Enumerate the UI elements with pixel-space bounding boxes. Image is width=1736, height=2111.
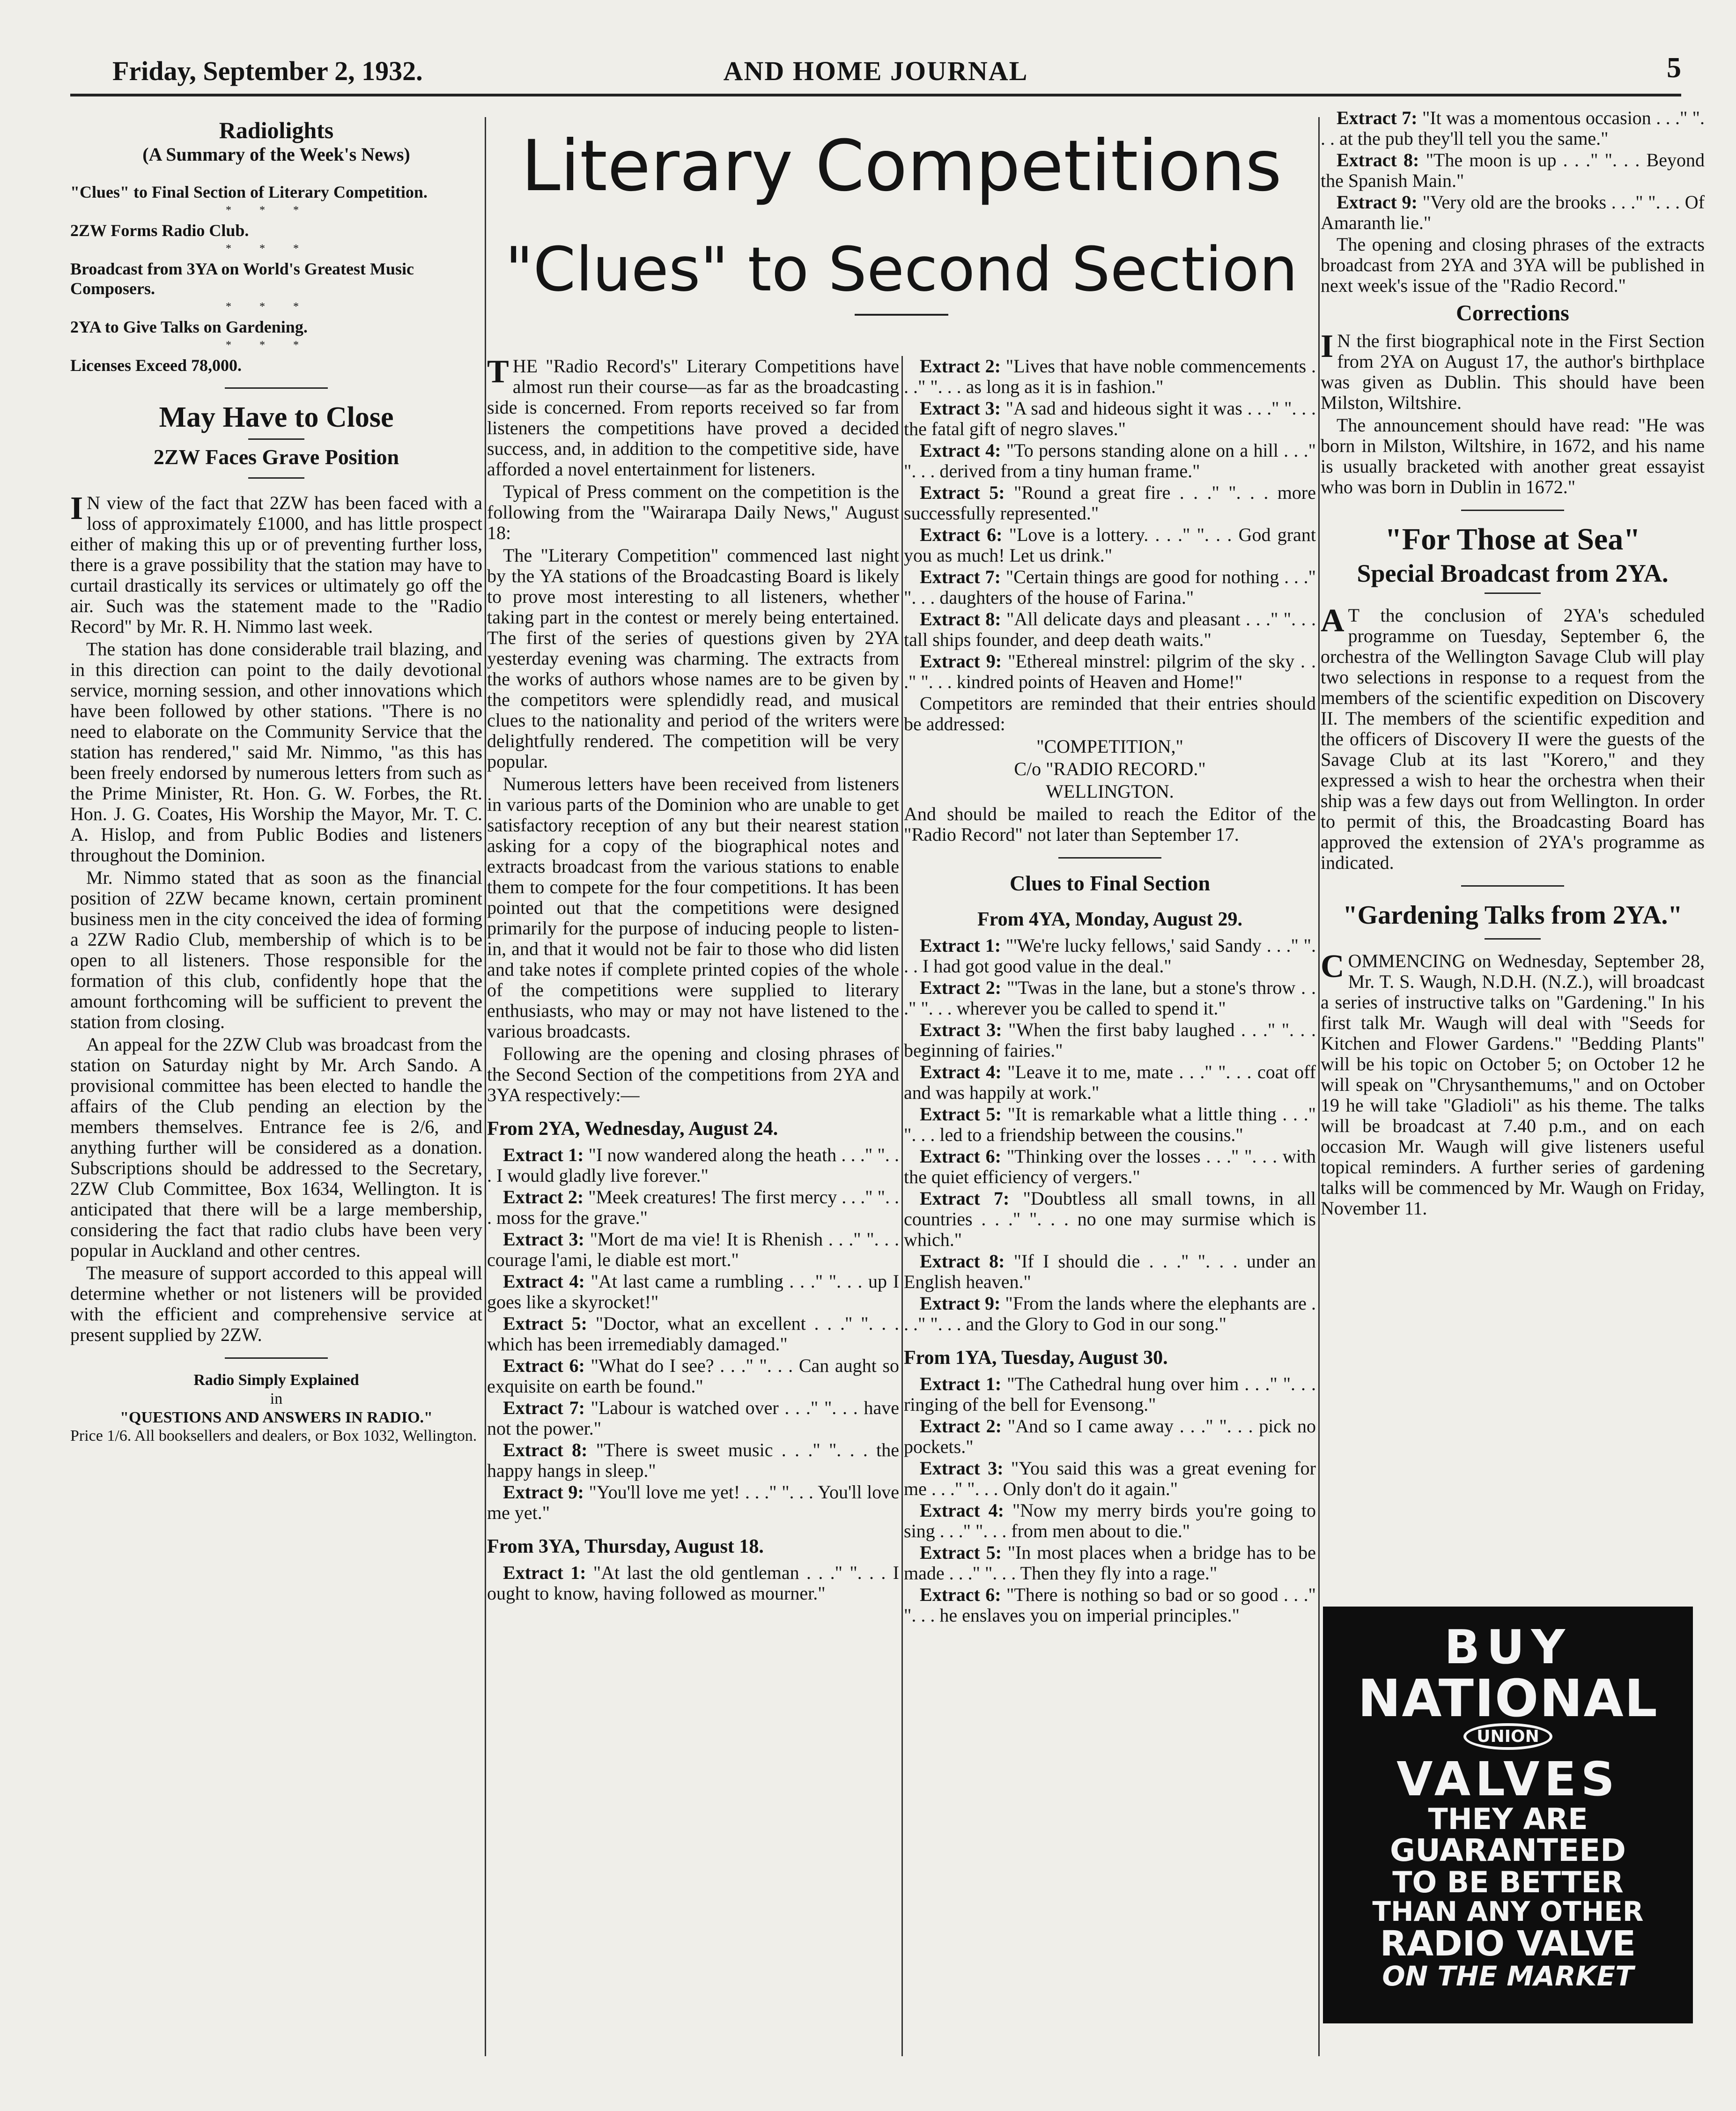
ad-brand: NATIONAL bbox=[1358, 1668, 1658, 1728]
extract-item: Extract 2: "And so I came away . . ." ". . . pick no pockets." bbox=[904, 1415, 1316, 1457]
extract-list bbox=[904, 1374, 1316, 1626]
ad-line: GUARANTEED bbox=[1390, 1832, 1626, 1869]
ad-line: THEY ARE bbox=[1428, 1802, 1588, 1837]
article-paragraph: N the first biographical note in the First Section from 2YA on August 17, the author's birthplace was given as Dublin. This should have been Milston, Wiltshire. bbox=[1321, 330, 1705, 413]
column-1 bbox=[70, 117, 482, 1445]
article-paragraph: And should be mailed to reach the Editor of the "Radio Record" not later than September 17. bbox=[904, 803, 1316, 845]
literary-title: Literary Competitions bbox=[521, 126, 1282, 207]
national-union-advertisement bbox=[1323, 1607, 1693, 2023]
extract-item: Extract 5: "In most places when a bridge has to be made . . ." ". . . Then they fly into a rage." bbox=[904, 1542, 1316, 1584]
radiolights-item: "Clues" to Final Section of Literary Competition. bbox=[70, 183, 428, 201]
divider bbox=[225, 387, 328, 389]
extract-item: Extract 5: "Round a great fire . . ." ". . . more successfully represented." bbox=[904, 482, 1316, 524]
article-paragraph: Typical of Press comment on the competition is the following from the "Wairarapa Daily News," August 18: bbox=[487, 481, 899, 543]
article-headline: "For Those at Sea" bbox=[1385, 522, 1640, 556]
paper-title: AND HOME JOURNAL bbox=[723, 56, 1028, 86]
article-paragraph: Competitors are reminded that their entries should be addressed: bbox=[904, 693, 1316, 734]
article-paragraph: The announcement should have read: "He was born in Milston, Wiltshire, in 1672, and his name is usually bracketed with another great essayist who was born in Dublin in 1672." bbox=[1321, 415, 1705, 497]
issue-date: Friday, September 2, 1932. bbox=[112, 56, 423, 86]
ad-line: ON THE MARKET bbox=[1382, 1960, 1634, 1992]
extract-item: Extract 9: "Ethereal minstrel: pilgrim of the sky . . ." ". . . kindred points of Heaven and Home!" bbox=[904, 651, 1316, 692]
extract-list bbox=[904, 356, 1316, 692]
article-paragraph: Following are the opening and closing phrases of the Second Section of the competitions from 2YA and 3YA respectively:— bbox=[487, 1043, 899, 1105]
divider bbox=[248, 477, 304, 479]
extract-item: Extract 5: "Doctor, what an excellent . . ." ". . . which has been irremediably damaged." bbox=[487, 1313, 900, 1355]
article-subheadline: 2ZW Faces Grave Position bbox=[153, 445, 399, 469]
extract-item: Extract 6: "What do I see? . . ." ". . . Can aught so exquisite on earth be found." bbox=[487, 1355, 900, 1397]
ad-line: BUY bbox=[1444, 1620, 1572, 1674]
extract-list bbox=[487, 1145, 899, 1523]
drop-cap: I bbox=[1321, 328, 1334, 364]
ad-line: THAN ANY OTHER bbox=[1372, 1895, 1644, 1927]
section-heading: From 2YA, Wednesday, August 24. bbox=[487, 1118, 778, 1140]
book-notice bbox=[70, 1371, 482, 1445]
divider bbox=[225, 1357, 328, 1359]
book-line: in bbox=[270, 1390, 283, 1407]
extract-item: Extract 6: "Love is a lottery. . . ." ". . . God grant you as much! Let us drink." bbox=[904, 524, 1316, 566]
extract-item: Extract 4: "To persons standing alone on a hill . . ." ". . . derived from a tiny human frame." bbox=[904, 440, 1316, 481]
extract-item: Extract 1: "The Cathedral hung over him . . ." ". . . ringing of the bell for Evensong." bbox=[904, 1373, 1316, 1415]
extract-item: Extract 7: "Doubtless all small towns, in all countries . . ." ". . . no one may surmise which is which." bbox=[904, 1188, 1316, 1250]
radiolights-item: 2YA to Give Talks on Gardening. bbox=[70, 318, 308, 336]
radiolights-item: Broadcast from 3YA on World's Greatest Music Composers. bbox=[70, 259, 414, 298]
extract-item: Extract 9: "Very old are the brooks . . ." ". . . Of Amaranth lie." bbox=[1321, 192, 1705, 233]
extract-item: Extract 1: "I now wandered along the heath . . ." ". . . I would gladly live forever." bbox=[487, 1144, 900, 1186]
section-heading: From 1YA, Tuesday, August 30. bbox=[904, 1347, 1168, 1369]
article-paragraph: Numerous letters have been received from listeners in various parts of the Dominion who are unable to get satisfactory reception of any but their nearest station asking for a copy of the biographical notes and extracts broadcast from the various stations to enable them to compete for the four competitions. It has been pointed out that the competitions were designed primarily for the purpose of inducing people to listen-in, and that it would not be fair to those who did listen and take notes if complete printed copies of the whole of the competitions were supplied to literary enthusiasts, who may or may not have listened to the various broadcasts. bbox=[487, 773, 899, 1042]
divider bbox=[1058, 857, 1161, 859]
drop-cap: I bbox=[70, 490, 83, 526]
extract-item: Extract 5: "It is remarkable what a little thing . . ." ". . . led to a friendship between the cousins." bbox=[904, 1104, 1316, 1145]
radiolights-item: 2ZW Forms Radio Club. bbox=[70, 221, 249, 240]
article-headline: "Gardening Talks from 2YA." bbox=[1343, 901, 1683, 930]
extract-item: Extract 6: "Thinking over the losses . . ." ". . . with the quiet efficiency of vergers." bbox=[904, 1146, 1316, 1187]
page-header bbox=[70, 52, 1681, 96]
book-title: "QUESTIONS AND ANSWERS IN RADIO." bbox=[120, 1409, 433, 1426]
extract-item: Extract 8: "If I should die . . ." ". . . under an English heaven." bbox=[904, 1251, 1316, 1292]
divider bbox=[1461, 510, 1564, 511]
column-rule bbox=[485, 117, 486, 2056]
radiolights-box: Radiolights (A Summary of the Week's News) "Clues" to Final Section of Literary Competition. *** 2ZW Forms Radio Club. *** Broadcast from 3YA on World's Greatest Music Composers. *** 2YA to Give Talks on Gardening. *** Licenses Exceed 78,000. bbox=[70, 117, 482, 375]
divider bbox=[1485, 593, 1541, 594]
extract-item: Extract 2: "Lives that have noble commencements . . ." ". . . as long as it is in fashion." bbox=[904, 356, 1316, 397]
ad-line: TO BE BETTER bbox=[1392, 1865, 1624, 1899]
article-headline: May Have to Close bbox=[159, 401, 394, 433]
column-rule bbox=[1318, 117, 1320, 2056]
extract-item: Extract 6: "There is nothing so bad or so good . . ." ". . . he enslaves you on imperial principles." bbox=[904, 1584, 1316, 1626]
extract-item: Extract 4: "Now my merry birds you're going to sing . . ." ". . . from men about to die." bbox=[904, 1500, 1316, 1541]
literary-subtitle: "Clues" to Second Section bbox=[505, 234, 1298, 305]
article-paragraph: T the conclusion of 2YA's scheduled programme on Tuesday, September 6, the orchestra of the Wellington Savage Club will play two selections in response to a request from the members of the scientific expedition on Discovery II. The members of the scientific expedition and the officers of Discovery II were the guests of the Savage Club at its last "Korero," and they expressed a wish to hear the orchestra when their ship was a few days out from Wellington. In order to permit of this, the Broadcasting Board has approved the extension of 2YA's programme as indicated. bbox=[1321, 605, 1705, 873]
section-heading: From 4YA, Monday, August 29. bbox=[977, 909, 1242, 930]
section-heading: From 3YA, Thursday, August 18. bbox=[487, 1536, 764, 1557]
extract-item: Extract 1: "'We're lucky fellows,' said Sandy . . ." ". . . I had got good value in the deal." bbox=[904, 935, 1316, 977]
column-4 bbox=[1321, 108, 1705, 1221]
extract-item: Extract 7: "Certain things are good for nothing . . ." ". . . daughters of the house of Farina." bbox=[904, 566, 1316, 608]
extract-item: Extract 4: "At last came a rumbling . . ." ". . . up I goes like a skyrocket!" bbox=[487, 1271, 900, 1312]
article-paragraph: An appeal for the 2ZW Club was broadcast from the station on Saturday night by Mr. Arch Sando. A provisional committee has been elected to handle the affairs of the Club pending an election by the members themselves. Entrance fee is 2/6, and anything further will be considered as a donation. Subscriptions should be addressed to the Secretary, 2ZW Club Committee, Box 1634, Wellington. It is anticipated that there will be a large membership, considering the fact that radio clubs have been very popular in Auckland and other centres. bbox=[70, 1034, 482, 1261]
union-logo: UNION bbox=[1463, 1723, 1552, 1750]
extract-item: Extract 7: "Labour is watched over . . ." ". . . have not the power." bbox=[487, 1397, 900, 1439]
article-paragraph: The station has done considerable trail blazing, and in this direction can point to the daily devotional service, morning session, and other innovations which have been followed by other stations. "There is no need to elaborate on the Community Service that the station has rendered," said Mr. Nimmo, "as this has been freely endorsed by numerous letters from such as the Prime Minister, Rt. Hon. G. W. Forbes, the Rt. Hon. J. G. Coates, His Worship the Mayor, Mr. T. C. A. Hislop, and from Public Bodies and listeners throughout the Dominion. bbox=[70, 638, 482, 866]
literary-masthead bbox=[487, 117, 1316, 325]
extract-item: Extract 8: "The moon is up . . ." ". . . Beyond the Spanish Main." bbox=[1321, 149, 1705, 191]
radiolights-item: Licenses Exceed 78,000. bbox=[70, 356, 242, 375]
book-price: Price 1/6. All booksellers and dealers, or Box 1032, Wellington. bbox=[70, 1427, 477, 1444]
extract-list bbox=[1321, 108, 1705, 233]
extract-item: Extract 3: "When the first baby laughed . . ." ". . . beginning of fairies." bbox=[904, 1019, 1316, 1061]
drop-cap: C bbox=[1321, 948, 1344, 985]
extract-item: Extract 8: "There is sweet music . . ." ". . . the happy hangs in sleep." bbox=[487, 1439, 899, 1481]
column-2 bbox=[487, 356, 899, 1605]
extract-item: Extract 4: "Leave it to me, mate . . ." ". . . coat off and was happily at work." bbox=[904, 1061, 1316, 1103]
extract-item: Extract 2: "'Twas in the lane, but a stone's throw . . ." ". . . wherever you be called to spend it." bbox=[904, 977, 1316, 1019]
extract-item: Extract 2: "Meek creatures! The first mercy . . ." ". . . moss for the grave." bbox=[487, 1186, 900, 1228]
address-line: WELLINGTON. bbox=[1046, 781, 1174, 802]
radiolights-subtitle: (A Summary of the Week's News) bbox=[142, 144, 410, 165]
article-paragraph: OMMENCING on Wednesday, September 28, Mr. T. S. Waugh, N.D.H. (N.Z.), will broadcast a series of instructive talks on "Gardening." In his first talk Mr. Waugh will deal with "Seeds for Kitchen and Flower Gardens." "Bedding Plants" will be his topic on October 5; on October 12 he will speak on "Chrysanthemums," and on October 19 he will take "Gladioli" as his theme. The talks will be broadcast at 7.40 p.m., and on each occasion Mr. Waugh will give listeners useful topical reminders. A further series of gardening talks will be commenced by Mr. Waugh on Friday, November 11. bbox=[1321, 950, 1705, 1219]
article-paragraph: The "Literary Competition" commenced last night by the YA stations of the Broadcasting Board is likely to prove most interesting to all listeners, whether taking part in the contest or merely being entertained. The first of the series of questions given by 2YA yesterday evening was charming. The extracts from the works of authors whose names are to be given by the competitors were splendidly read, and musical clues to the nationality and period of the writers were delightfully rendered. The competition will be very popular. bbox=[487, 545, 899, 772]
section-title: Clues to Final Section bbox=[1009, 871, 1211, 895]
extract-item: Extract 8: "All delicate days and pleasant . . ." ". . . tall ships founder, and deep death waits." bbox=[904, 608, 1316, 650]
article-paragraph: Mr. Nimmo stated that as soon as the financial position of 2ZW became known, certain prominent business men in the city conceived the idea of forming a 2ZW Radio Club, membership of which is to be open to all listeners. Those responsible for the formation of this club, confidently hope that the amount forthcoming will be sufficient to prevent the station from closing. bbox=[70, 867, 482, 1032]
extract-list bbox=[904, 935, 1316, 1334]
column-rule bbox=[901, 356, 903, 2056]
extract-item: Extract 3: "A sad and hideous sight it was . . ." ". . . the fatal gift of negro slaves." bbox=[904, 398, 1316, 439]
section-title: Corrections bbox=[1456, 301, 1569, 326]
divider bbox=[1485, 938, 1541, 940]
article-paragraph: The measure of support accorded to this appeal will determine whether or not listeners will be provided with the efficient and comprehensive service at present supplied by 2ZW. bbox=[70, 1262, 482, 1345]
radiolights-title: Radiolights bbox=[219, 117, 334, 143]
ad-line: RADIO VALVE bbox=[1380, 1923, 1636, 1964]
address-line: C/o "RADIO RECORD." bbox=[1014, 758, 1206, 779]
page-number: 5 bbox=[1667, 52, 1681, 84]
extract-item: Extract 3: "You said this was a great evening for me . . ." ". . . Only don't do it again." bbox=[904, 1458, 1316, 1499]
ad-line: VALVES bbox=[1396, 1752, 1619, 1807]
article-paragraph: The opening and closing phrases of the extracts broadcast from 2YA and 3YA will be published in next week's issue of the "Radio Record." bbox=[1321, 234, 1705, 296]
divider bbox=[1461, 885, 1564, 887]
drop-cap: A bbox=[1321, 603, 1344, 639]
extract-item: Extract 1: "At last the old gentleman . . ." ". . . I ought to know, having followed as mourner." bbox=[487, 1562, 900, 1604]
extract-item: Extract 7: "It was a momentous occasion . . ." ". . . at the pub they'll tell you the same." bbox=[1321, 107, 1705, 149]
article-subheadline: Special Broadcast from 2YA. bbox=[1357, 559, 1669, 587]
extract-item: Extract 9: "You'll love me yet! . . ." ". . . You'll love me yet." bbox=[487, 1481, 900, 1523]
drop-cap: T bbox=[487, 354, 509, 390]
divider bbox=[248, 438, 304, 440]
address-line: "COMPETITION," bbox=[1036, 736, 1183, 757]
extract-item: Extract 3: "Mort de ma vie! It is Rhenish . . ." ". . . courage l'ami, le diable est mort." bbox=[487, 1229, 899, 1270]
book-line: Radio Simply Explained bbox=[193, 1371, 359, 1389]
article-paragraph: HE "Radio Record's" Literary Competitions have almost run their course—as far as the broadcasting side is concerned. From reports received so far from listeners the competitions have proved a decided success, and, in addition to the competitive side, have afforded a novel entertainment for listeners. bbox=[487, 356, 899, 480]
column-3 bbox=[904, 356, 1316, 1627]
article-paragraph: N view of the fact that 2ZW has been faced with a loss of approximately £1000, and has little prospect either of making this up or of preventing further loss, there is a grave possibility that the station may have to curtail drastically its services or ultimately go off the air. Such was the statement made to the "Radio Record" by Mr. R. H. Nimmo last week. bbox=[70, 492, 482, 637]
extract-item: Extract 9: "From the lands where the elephants are . . ." ". . . and the Glory to God in our song." bbox=[904, 1293, 1316, 1334]
